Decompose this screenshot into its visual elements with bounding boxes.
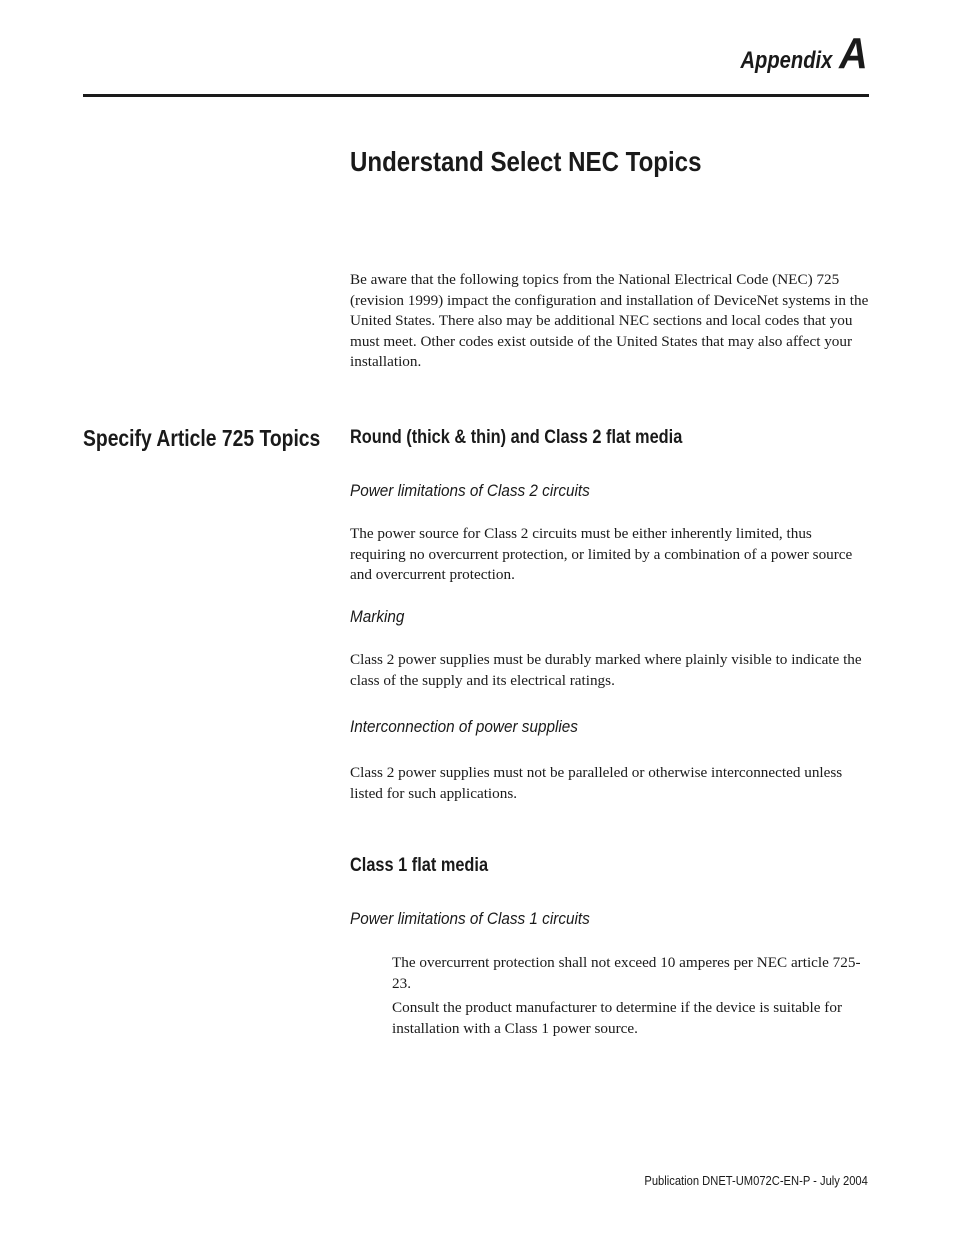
class1-paragraph-overcurrent: The overcurrent protection shall not exceed 10 amperes per NEC article 725-23. [392,954,861,992]
topic-text-class2-power: The power source for Class 2 circuits must be either inherently limited, thus requiring no overcurrent protection, or limited by a combination of a power source and overcurrent protection. [350,525,853,584]
section-heading-round-media: Round (thick & thin) and Class 2 flat media [350,427,683,448]
topic-title-class2-power: Power limitations of Class 2 circuits [350,481,590,500]
publication-footer: Publication DNET-UM072C-EN-P - July 2004 [644,1173,868,1188]
topic-text-marking: Class 2 power supplies must be durably marked where plainly visible to indicate the class of the supply and its electrical ratings. [350,651,862,689]
topic-title-marking: Marking [350,607,405,626]
side-heading: Specify Article 725 Topics [83,425,321,451]
section-heading-class1-flat-media: Class 1 flat media [350,855,489,876]
appendix-letter: A [839,29,868,78]
chapter-title: Understand Select NEC Topics [350,146,702,177]
topic-title-interconnection: Interconnection of power supplies [350,717,578,736]
topic-title-class1-power: Power limitations of Class 1 circuits [350,909,590,928]
appendix-label: Appendix [740,47,833,74]
topic-text-interconnection: Class 2 power supplies must not be paralleled or otherwise interconnected unless listed for such applications. [350,764,843,802]
header-rule [83,94,869,97]
class1-paragraph-consult: Consult the product manufacturer to determine if the device is suitable for installation with a Class 1 power source. [392,999,842,1037]
appendix-header [723,29,868,78]
intro-paragraph: Be aware that the following topics from the National Electrical Code (NEC) 725 (revision 1999) impact the configuration and installation of DeviceNet systems in the United States. There also may be additional NEC sections and local codes that you must meet. Other codes exist outside of the United States that may also affect your installation. [350,271,869,371]
